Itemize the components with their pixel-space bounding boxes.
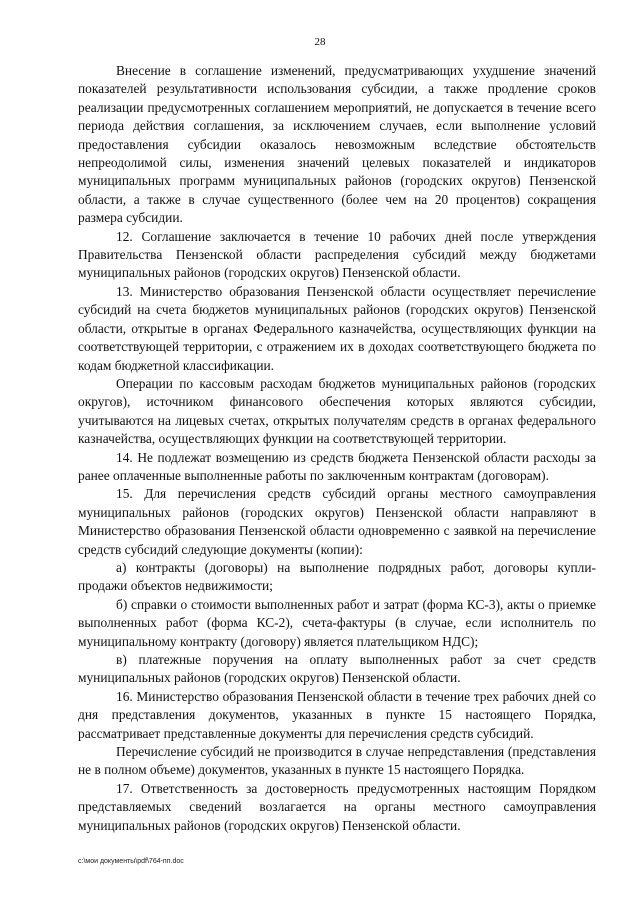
paragraph: 14. Не подлежат возмещению из средств бюджета Пензенской области расходы за ранее оплаченные выполненные работы по заключенным контрактам (договорам). [78, 449, 596, 483]
list-item: б) справки о стоимости выполненных работ и затрат (форма КС-3), акты о приемке выполненных работ (форма КС-2), счета-фактуры (в случае, если исполнитель по муниципальному контракту (договору) является плательщиком НДС); [78, 596, 596, 649]
paragraph: Перечисление субсидий не производится в случае непредставления (представления не в полном объеме) документов, указанных в пункте 15 настоящего Порядка. [78, 744, 596, 778]
document-body [78, 62, 596, 835]
list-item: а) контракты (договоры) на выполнение подрядных работ, договоры купли-продажи объектов недвижимости; [78, 559, 596, 594]
paragraph: 17. Ответственность за достоверность предусмотренных настоящим Порядком представляемых сведений возлагается на органы местного самоуправления муниципальных районов (городских округов) Пензенской области. [78, 780, 596, 833]
paragraph: 13. Министерство образования Пензенской области осуществляет перечисление субсидий на счета бюджетов муниципальных районов (городских округов) Пензенской области, открытые в органах Федерального казначейства, осуществляющих функции на соответствующей территории, с отражением их в доходах соответствующего бюджета по кодам бюджетной классификации. [78, 283, 596, 373]
paragraph: 12. Соглашение заключается в течение 10 рабочих дней после утверждения Правительства Пензенской области распределения субсидий между бюджетами муниципальных районов (городских округов) Пензенской области. [78, 228, 596, 281]
page-number: 28 [314, 36, 326, 48]
paragraph: Внесение в соглашение изменений, предусматривающих ухудшение значений показателей результативности использования субсидии, а также продление сроков реализации предусмотренных соглашением мероприятий, не допускается в течение всего периода действия соглашения, за исключением случаев, если выполнение условий предоставления субсидии оказалось невозможным вследствие обстоятельств непреодолимой силы, изменения значений целевых показателей и индикаторов муниципальных программ муниципальных районов (городских округов) Пензенской области, а также в случае существенного (более чем на 20 процентов) сокращения размера субсидии. [78, 63, 596, 226]
paragraph: 15. Для перечисления средств субсидий органы местного самоуправления муниципальных районов (городских округов) Пензенской области направляют в Министерство образования Пензенской области одновременно с заявкой на перечисление средств субсидий следующие документы (копии): [78, 486, 596, 557]
file-path-footer: c:\мои документы\pdf\764-пп.doc [78, 858, 184, 865]
paragraph: Операции по кассовым расходам бюджетов муниципальных районов (городских округов), источником финансового обеспечения которых являются субсидии, учитываются на лицевых счетах, открытых получателям средств в органах федерального казначейства, осуществляющих функции на соответствующей территории. [78, 375, 596, 447]
paragraph: 16. Министерство образования Пензенской области в течение трех рабочих дней со дня представления документов, указанных в пункте 15 настоящего Порядка, рассматривает представленные документы для перечисления средств субсидий. [78, 688, 596, 741]
list-item: в) платежные поручения на оплату выполненных работ за счет средств муниципальных районов (городских округов) Пензенской области. [78, 652, 596, 686]
